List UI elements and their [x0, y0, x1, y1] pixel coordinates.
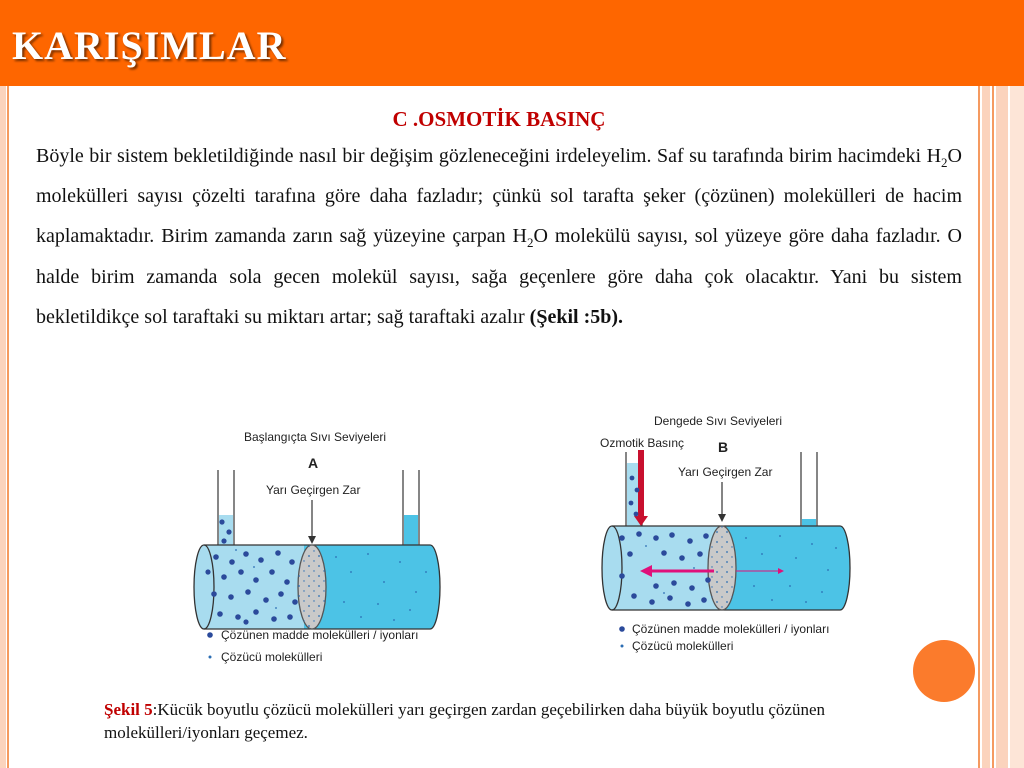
figure-a-membrane-label: Yarı Geçirgen Zar	[266, 483, 361, 497]
figure-a	[186, 422, 456, 672]
figure-a-letter: A	[308, 455, 319, 471]
slide-title: KARIŞIMLAR	[12, 23, 287, 68]
cylinder-left-end	[194, 545, 214, 629]
content-area	[36, 96, 962, 337]
body-paragraph	[36, 136, 962, 337]
left-stripe	[0, 86, 6, 768]
legend-solvent-dot	[209, 656, 212, 659]
solution-side	[612, 526, 719, 610]
left-stripe-line	[7, 86, 9, 768]
legend-solvent-dot	[621, 645, 624, 648]
caption-text: :Kücük boyutlu çözücü molekülleri yarı geçirgen zardan geçebilirken daha büyük boyutlu çözünen molekülleri/iyonları geçemez.	[104, 700, 826, 742]
figure-b-title: Dengede Sıvı Seviyeleri	[654, 414, 783, 428]
para-part-3: O molekülü sayısı, sol yüzeye göre daha fazladır. O halde birim zamanda sola gecen molekül sayısı, sağa geçenlere göre daha çok olacaktır. Yani bu sistem bekletildikçe sol taraftaki su miktarı artar; sağ taraftaki azalır	[36, 225, 963, 328]
section-subtitle: C .OSMOTİK BASINÇ	[392, 107, 606, 131]
caption-label: Şekil 5	[104, 700, 153, 719]
right-stripe-2	[996, 86, 1008, 768]
figure-a-diagram	[186, 422, 456, 672]
membrane-pores	[298, 545, 326, 629]
title-bar	[0, 0, 1024, 86]
legend-solute-dot	[207, 632, 213, 638]
membrane-pointer-arrow	[718, 514, 726, 522]
osmotic-pressure-label: Ozmotik Basınç	[600, 436, 685, 450]
membrane-pores	[708, 526, 736, 610]
figure-b-diagram	[594, 408, 864, 658]
right-tube-liquid	[404, 515, 418, 547]
figure-reference: (Şekil :5b).	[529, 305, 624, 328]
para-part-2: O molekülleri sayısı çözelti tarafına göre daha fazladır; çünkü sol tarafta şeker (çözünen) molekülleri de hacim kaplamaktadır. Birim zamanda zarın sağ yüzeyine çarpan H	[36, 145, 962, 248]
figure-b-legend-solvent: Çözücü molekülleri	[632, 639, 734, 653]
para-part-1: Böyle bir sistem bekletildiğinde nasıl bir değişim gözleneceğini irdeleyelim. Saf su tarafında birim hacimdeki H	[36, 145, 942, 167]
membrane-pointer-arrow	[308, 536, 316, 544]
decorative-circle	[913, 640, 975, 702]
figure-a-title: Başlangıçta Sıvı Seviyeleri	[244, 430, 387, 444]
subscript-2-b: 2	[526, 235, 534, 251]
figure-b-membrane-label: Yarı Geçirgen Zar	[678, 465, 773, 479]
solvent-side	[719, 526, 850, 610]
right-stripe-1	[982, 86, 990, 768]
osmotic-pressure-arrow-shaft	[638, 450, 644, 518]
figure-a-legend-solute: Çözünen madde molekülleri / iyonları	[221, 628, 419, 642]
subscript-2-a: 2	[941, 155, 948, 170]
legend-solute-dot	[619, 626, 625, 632]
cylinder-left-end	[602, 526, 622, 610]
figure-b	[594, 408, 864, 658]
figure-b-letter: B	[718, 439, 729, 455]
figure-b-legend-solute: Çözünen madde molekülleri / iyonları	[632, 622, 830, 636]
right-stripe-line-2	[992, 86, 994, 768]
right-stripe-line-1	[978, 86, 980, 768]
figure-caption	[104, 698, 904, 744]
figure-a-legend-solvent: Çözücü molekülleri	[221, 650, 323, 664]
right-stripe-3	[1010, 86, 1024, 768]
